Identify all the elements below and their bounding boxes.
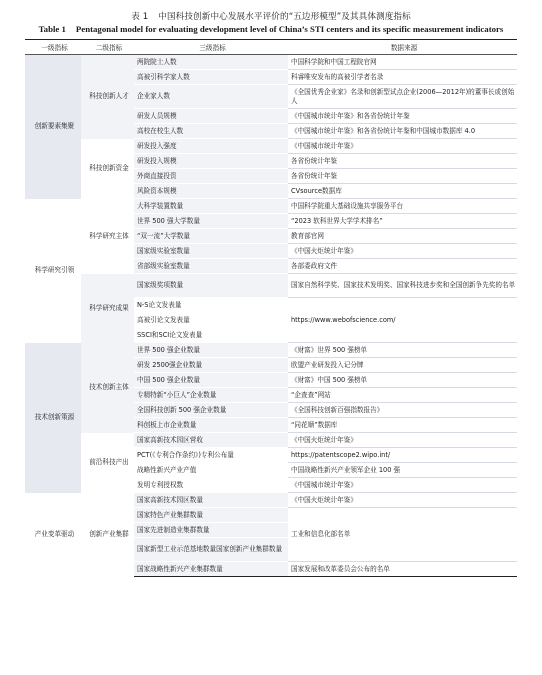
table-row (25, 139, 517, 154)
indicator-cell: 研发 2500强企业数量 (134, 358, 288, 373)
indicator-cell: 高校在校生人数 (134, 124, 288, 139)
indicator-cell: 研发人员规模 (134, 109, 288, 124)
indicator-cell: 专精特新“小巨人”企业数量 (134, 388, 288, 403)
table-title-cn: 中国科技创新中心发展水平评价的“五边形模型”及其具体测度指标 (158, 12, 411, 22)
table-header-row (25, 40, 517, 55)
table-caption-cn (25, 12, 517, 23)
source-cell: CVsource数据库 (288, 184, 517, 199)
indicator-cell: 高被引论文发表量 (134, 313, 288, 328)
level2-cell: 创新产业集群 (89, 530, 129, 538)
level2-cell: 科学研究成果 (81, 274, 134, 343)
source-cell: 《财富》世界 500 强榜单 (288, 343, 517, 358)
indicator-cell: 国家高新技术园区数量 (134, 493, 288, 508)
level2-cell: 技术创新主体 (81, 343, 134, 433)
indicator-cell: N-S论文发表量 (134, 298, 288, 313)
header-level3: 三级指标 (199, 44, 226, 52)
indicator-cell: 高被引科学家人数 (134, 70, 288, 85)
indicator-table (25, 39, 517, 577)
source-cell: https://patentscope2.wipo.int/ (288, 448, 517, 463)
indicator-cell: 企业家人数 (134, 85, 288, 109)
indicator-cell: 研发投入强度 (134, 139, 288, 154)
table-label-cn: 表 1 (131, 12, 149, 22)
source-cell: 《中国城市统计年鉴》 (288, 478, 517, 493)
source-cell: 欧盟产业研发投入记分牌 (288, 358, 517, 373)
level2-cell: 科技创新资金 (89, 164, 129, 172)
source-cell: 工业和信息化部名单 (288, 508, 517, 562)
table-label-en: Table 1 (38, 24, 66, 34)
table-caption-en (25, 24, 517, 35)
table-row (25, 199, 517, 214)
indicator-cell: 国家特色产业集群数量 (134, 508, 288, 523)
table-row (25, 493, 517, 508)
source-cell: 《财富》中国 500 强榜单 (288, 373, 517, 388)
table-row (25, 343, 517, 358)
table-title-en: Pentagonal model for evaluating development level of China’s STI centers and its specific measurement indicators (75, 24, 504, 34)
source-cell: 《中国火炬统计年鉴》 (288, 493, 517, 508)
indicator-cell: “双一流”大学数量 (134, 229, 288, 244)
level2-cell: 科技创新人才 (81, 55, 134, 139)
level1-cell: 产业变革驱动 (34, 530, 75, 538)
source-cell: https://www.webofscience.com/ (288, 298, 517, 343)
level1-cell: 创新要素集聚 (25, 55, 81, 199)
indicator-cell: 省部级实验室数量 (134, 259, 288, 274)
indicator-cell: 研发投入规模 (134, 154, 288, 169)
table-row (25, 55, 517, 70)
source-cell: 各部委政府文件 (288, 259, 517, 274)
source-cell: “同花顺”数据库 (288, 418, 517, 433)
indicator-cell: 全国科技创新 500 强企业数量 (134, 403, 288, 418)
indicator-cell: PCT(《专利合作条约》)专利公布量 (134, 448, 288, 463)
table-row (25, 433, 517, 448)
indicator-cell: 科创板上市企业数量 (134, 418, 288, 433)
source-cell: 《中国火炬统计年鉴》 (288, 244, 517, 259)
indicator-cell: 发明专利授权数 (134, 478, 288, 493)
source-cell: 《全国优秀企业家》名录和创新型试点企业(2006—2012年)的董事长或创始人 (288, 85, 517, 109)
source-cell: 《中国城市统计年鉴》和各省份统计年鉴 (288, 109, 517, 124)
indicator-cell: 中国 500 强企业数量 (134, 373, 288, 388)
source-cell: 国家自然科学奖、国家技术发明奖、国家科技进步奖和全国创新争先奖的名单 (288, 274, 517, 298)
source-cell: 国家发展和改革委员会公布的名单 (288, 562, 517, 577)
level2-cell: 科学研究主体 (89, 231, 129, 240)
indicator-cell: 大科学装置数量 (134, 199, 288, 214)
source-cell: “2023 软科世界大学学术排名” (288, 214, 517, 229)
source-cell: 《中国城市统计年鉴》和各省份统计年鉴和中国城市数据库 4.0 (288, 124, 517, 139)
level2-cell: 前沿科技产出 (89, 458, 129, 466)
indicator-cell: 外商直接投资 (134, 169, 288, 184)
indicator-cell: SSCI和SCI论文发表量 (134, 328, 288, 343)
source-cell: 科睿唯安发布的高被引学者名录 (288, 70, 517, 85)
source-cell: 中国战略性新兴产业领军企业 100 强 (288, 463, 517, 478)
level1-cell: 科学研究引领 (34, 266, 75, 274)
indicator-cell: 风险资本规模 (134, 184, 288, 199)
indicator-cell: 国家高新技术园区营收 (134, 433, 288, 448)
source-cell: 《全国科技创新百强指数报告》 (288, 403, 517, 418)
source-cell: 中国科学院和中国工程院官网 (288, 55, 517, 70)
header-level1: 一级指标 (41, 44, 68, 52)
level1-cell: 技术创新策源 (25, 343, 81, 493)
source-cell: 《中国城市统计年鉴》 (288, 139, 517, 154)
table-row (25, 274, 517, 298)
source-cell: 教育部官网 (288, 229, 517, 244)
indicator-cell: 国家先进制造业集群数量 (134, 523, 288, 538)
indicator-cell: 国家新型工业示范基地数量国家创新产业集群数量 (134, 538, 288, 562)
indicator-cell: 战略性新兴产业产值 (134, 463, 288, 478)
source-cell: 各省份统计年鉴 (288, 154, 517, 169)
indicator-cell: 国家战略性新兴产业集群数量 (134, 562, 288, 577)
source-cell: 中国科学院重大基础设施共享服务平台 (288, 199, 517, 214)
source-cell: “企查查”网站 (288, 388, 517, 403)
header-level2: 二级指标 (95, 44, 123, 52)
header-source: 数据来源 (390, 44, 418, 52)
indicator-cell: 两院院士人数 (134, 55, 288, 70)
source-cell: 各省份统计年鉴 (288, 169, 517, 184)
indicator-cell: 世界 500 强企业数量 (134, 343, 288, 358)
source-cell: 《中国火炬统计年鉴》 (288, 433, 517, 448)
indicator-cell: 国家级奖项数量 (134, 274, 288, 298)
indicator-cell: 世界 500 强大学数量 (134, 214, 288, 229)
indicator-cell: 国家级实验室数量 (134, 244, 288, 259)
